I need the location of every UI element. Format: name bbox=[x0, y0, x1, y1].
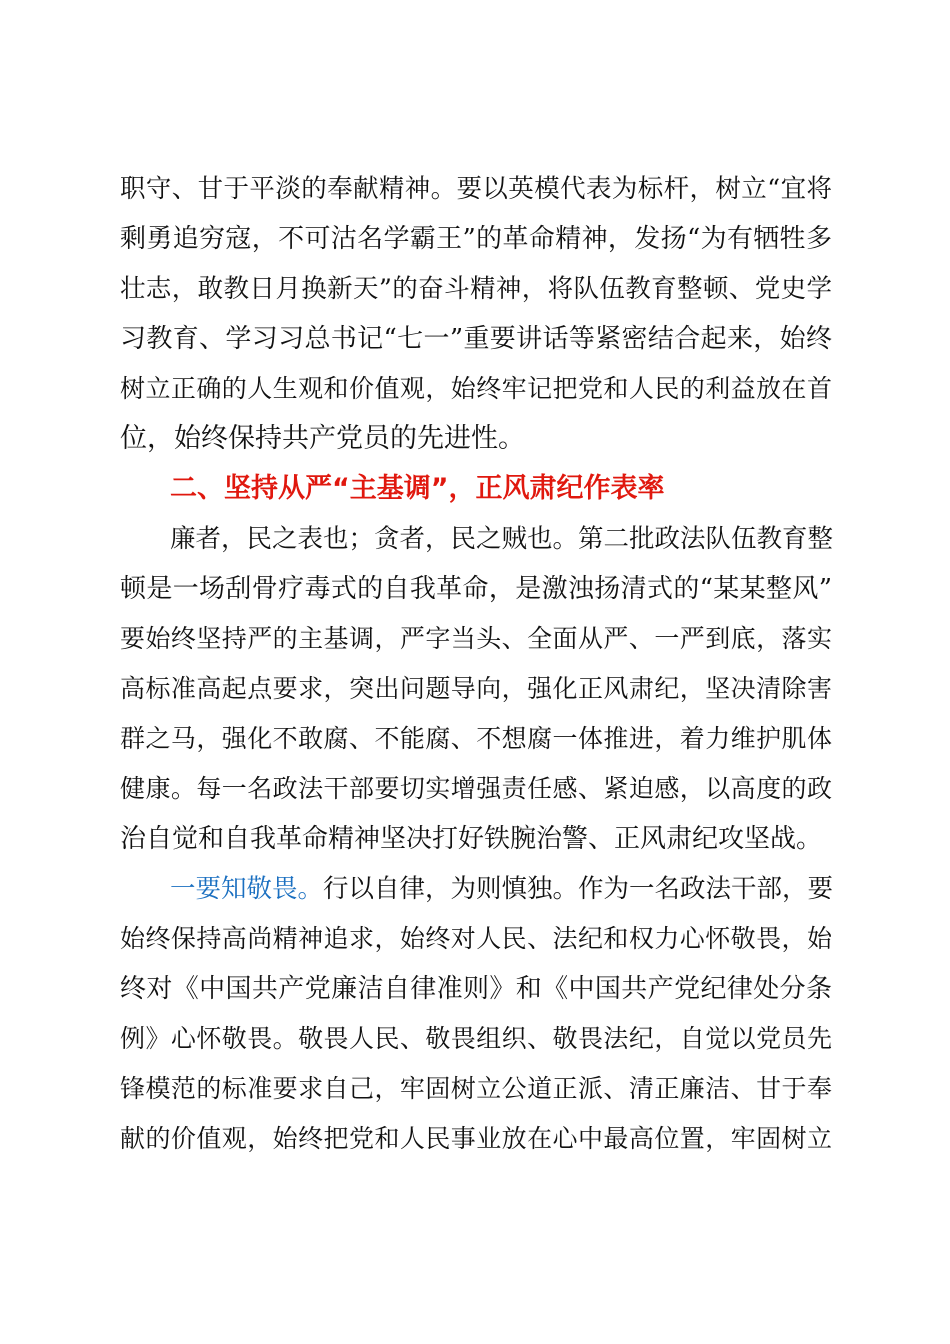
text-line: 献的价值观，始终把党和人民事业放在心中最高位置，牢固树立 bbox=[120, 1124, 832, 1153]
lead-in-phrase: 一要知敬畏。 bbox=[170, 874, 324, 904]
text-line bbox=[170, 864, 832, 914]
text-line: 健康。每一名政法干部要切实增强责任感、紧迫感，以高度的政 bbox=[120, 774, 832, 803]
text-line: 顿是一场刮骨疗毒式的自我革命，是激浊扬清式的“某某整风” bbox=[120, 574, 832, 604]
text-line: 要始终坚持严的主基调，严字当头、全面从严、一严到底，落实 bbox=[120, 624, 832, 653]
text-line: 位，始终保持共产党员的先进性。 bbox=[120, 423, 525, 454]
text-line: 壮志，敢教日月换新天”的奋斗精神，将队伍教育整顿、党史学 bbox=[120, 274, 832, 304]
text-line: 习教育、学习习总书记“七一”重要讲话等紧密结合起来，始终 bbox=[120, 324, 832, 354]
text-line: 治自觉和自我革命精神坚决打好铁腕治警、正风肃纪攻坚战。 bbox=[120, 824, 823, 854]
text-line: 群之马，强化不敢腐、不能腐、不想腐一体推进，着力维护肌体 bbox=[120, 724, 832, 753]
text-line: 廉者，民之表也；贪者，民之贼也。第二批政法队伍教育整 bbox=[170, 524, 834, 554]
text-span: 行以自律，为则慎独。作为一名政法干部，要 bbox=[323, 874, 834, 904]
text-line: 始终保持高尚精神追求，始终对人民、法纪和权力心怀敬畏，始 bbox=[120, 924, 832, 953]
text-line: 职守、甘于平淡的奉献精神。要以英模代表为标杆，树立“宜将 bbox=[120, 174, 832, 204]
text-line: 高标准高起点要求，突出问题导向，强化正风肃纪，坚决清除害 bbox=[120, 674, 832, 703]
text-line: 终对《中国共产党廉洁自律准则》和《中国共产党纪律处分条 bbox=[120, 974, 832, 1004]
text-line: 树立正确的人生观和价值观，始终牢记把党和人民的利益放在首 bbox=[120, 374, 832, 403]
text-line: 锋模范的标准要求自己，牢固树立公道正派、清正廉洁、甘于奉 bbox=[120, 1074, 832, 1103]
text-line: 剩勇追穷寇，不可沽名学霸王”的革命精神，发扬“为有牺牲多 bbox=[120, 224, 832, 254]
text-line: 例》心怀敬畏。敬畏人民、敬畏组织、敬畏法纪，自觉以党员先 bbox=[120, 1024, 832, 1053]
section-heading: 二、坚持从严“主基调”，正风肃纪作表率 bbox=[170, 473, 665, 504]
